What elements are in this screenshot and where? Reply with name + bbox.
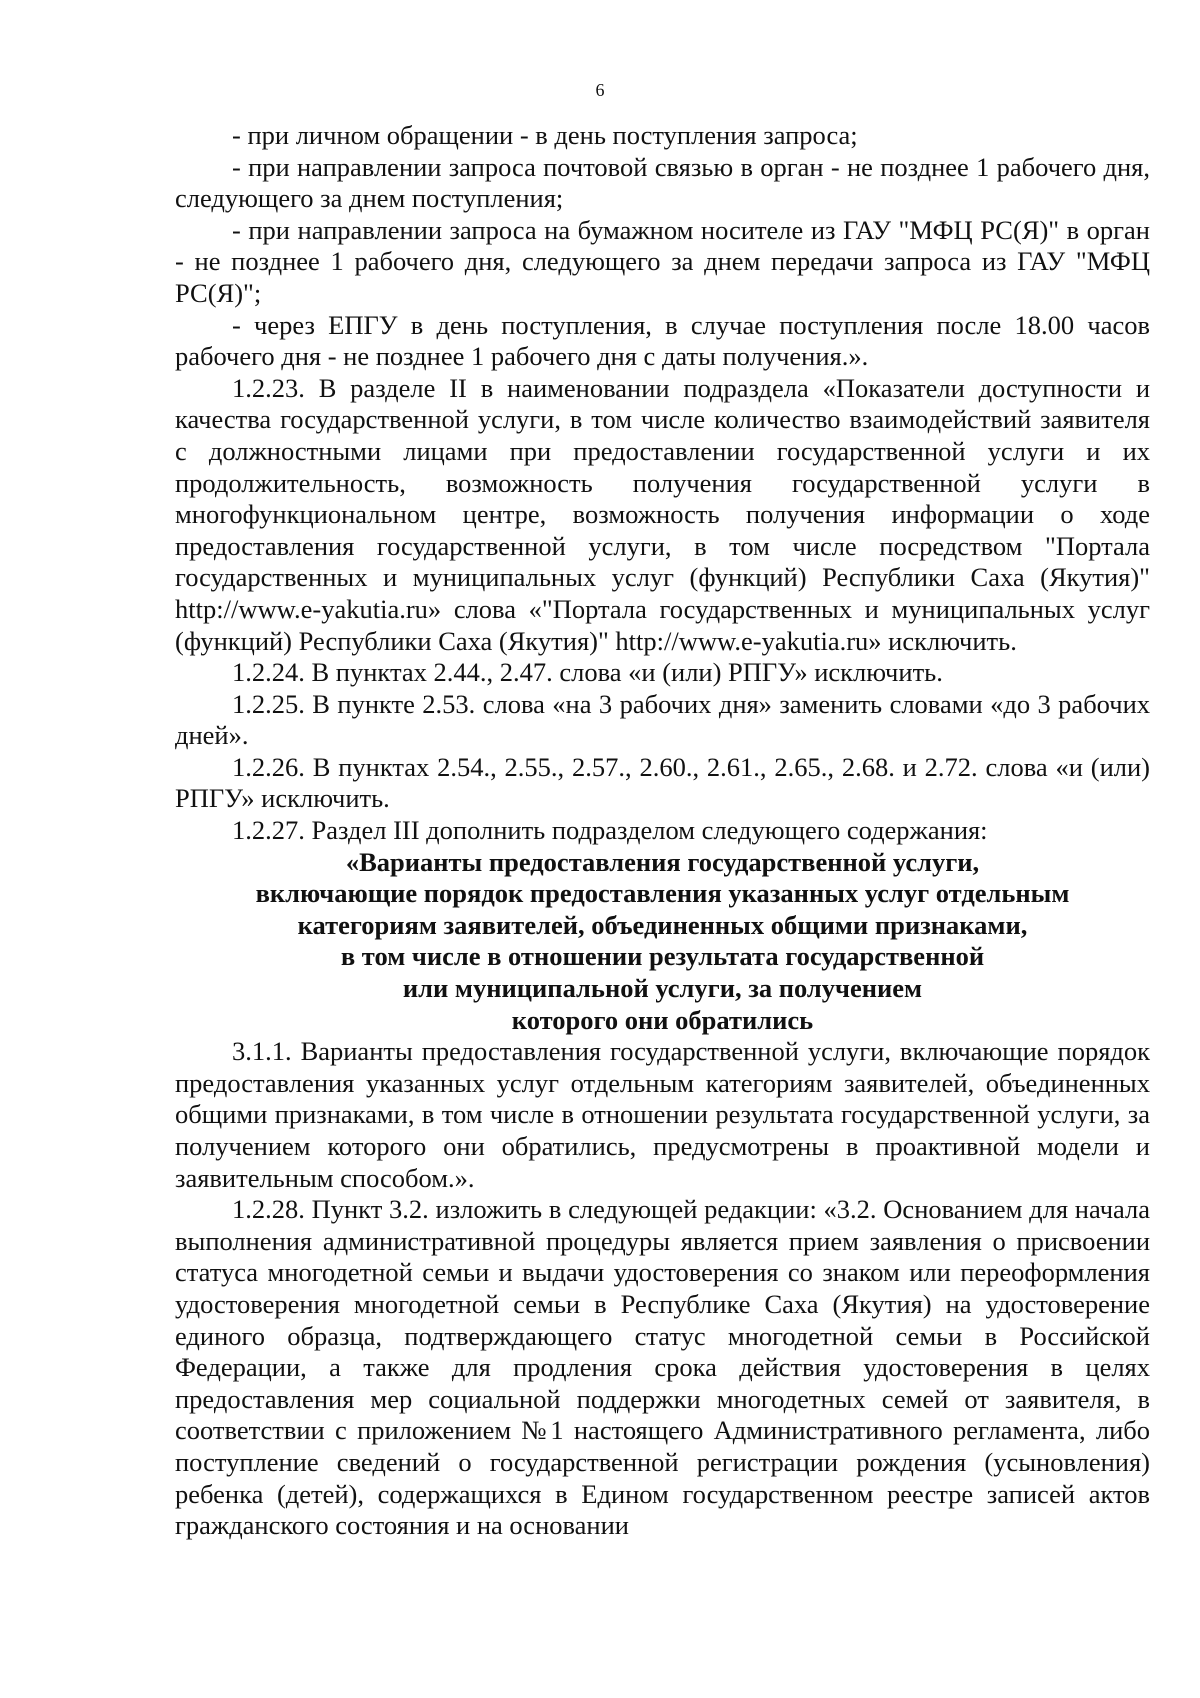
heading-line: которого они обратились [511, 1004, 814, 1035]
paragraph-1-2-23: 1.2.23. В разделе II в наименовании подраздела «Показатели доступности и качества государственной услуги, в том числе количество взаимодействий заявителя с должностными лицами при предоставлении государственной услуги и их продолжительность, возможность получения государственной услуги в многофункциональном центре, возможность получения информации о ходе предоставления государственной услуги, в том числе посредством "Портала государственных и муниципальных услуг (функций) Республики Саха (Якутия)" http://www.e-yakutia.ru» слова «"Портала государственных и муниципальных услуг (функций) Республики Саха (Якутия)" http://www.e-yakutia.ru» исключить. [175, 372, 1150, 656]
heading-line: категориям заявителей, объединенных общими признаками, [297, 909, 1028, 940]
paragraph-postal-request: - при направлении запроса почтовой связью в орган - не позднее 1 рабочего дня, следующего за днем поступления; [175, 151, 1150, 214]
paragraph-1-2-28: 1.2.28. Пункт 3.2. изложить в следующей редакции: «3.2. Основанием для начала выполнения административной процедуры является прием заявления о присвоении статуса многодетной семьи и выдачи удостоверения со знаком или переоформления удостоверения многодетной семьи в Республике Саха (Якутия) на удостоверение единого образца, подтверждающего статус многодетной семьи в Российской Федерации, а также для продления срока действия удостоверения в целях предоставления мер социальной поддержки многодетных семей от заявителя, в соответствии с приложением №1 настоящего Административного регламента, либо поступление сведений о государственной регистрации рождения (усыновления) ребенка (детей), содержащихся в Едином государственном реестре записей актов гражданского состояния и на основании [175, 1194, 1150, 1541]
paragraph-3-1-1: 3.1.1. Варианты предоставления государственной услуги, включающие порядок предоставления указанных услуг отдельным категориям заявителей, объединенных общими признаками, в том числе в отношении результата государственной услуги, за получением которого они обратились, предусмотрены в проактивной модели и заявительным способом.». [175, 1036, 1150, 1193]
section-heading [175, 847, 1150, 1037]
paragraph-epgu-request: - через ЕПГУ в день поступления, в случае поступления после 18.00 часов рабочего дня - не позднее 1 рабочего дня с даты получения.». [175, 309, 1150, 372]
heading-line: включающие порядок предоставления указанных услуг отдельным [255, 878, 1070, 909]
heading-line: «Варианты предоставления государственной услуги, [345, 846, 980, 877]
paragraph-1-2-24: 1.2.24. В пунктах 2.44., 2.47. слова «и (или) РПГУ» исключить. [232, 657, 943, 688]
paragraph-1-2-26: 1.2.26. В пунктах 2.54., 2.55., 2.57., 2.60., 2.61., 2.65., 2.68. и 2.72. слова «и (или) РПГУ» исключить. [175, 751, 1150, 814]
paragraph-1-2-25: 1.2.25. В пункте 2.53. слова «на 3 рабочих дня» заменить словами «до 3 рабочих дней». [175, 688, 1150, 751]
heading-line: или муниципальной услуги, за получением [402, 973, 923, 1004]
heading-line: в том числе в отношении результата государственной [340, 941, 985, 972]
document-body [175, 120, 1150, 1542]
paragraph-1-2-27: 1.2.27. Раздел III дополнить подразделом следующего содержания: [232, 815, 988, 846]
paragraph-personal-request: - при личном обращении - в день поступления запроса; [232, 120, 858, 150]
page-number: 6 [595, 80, 605, 100]
paragraph-mfc-request: - при направлении запроса на бумажном носителе из ГАУ "МФЦ РС(Я)" в орган - не позднее 1 рабочего дня, следующего за днем передачи запроса из ГАУ "МФЦ РС(Я)"; [175, 214, 1150, 308]
